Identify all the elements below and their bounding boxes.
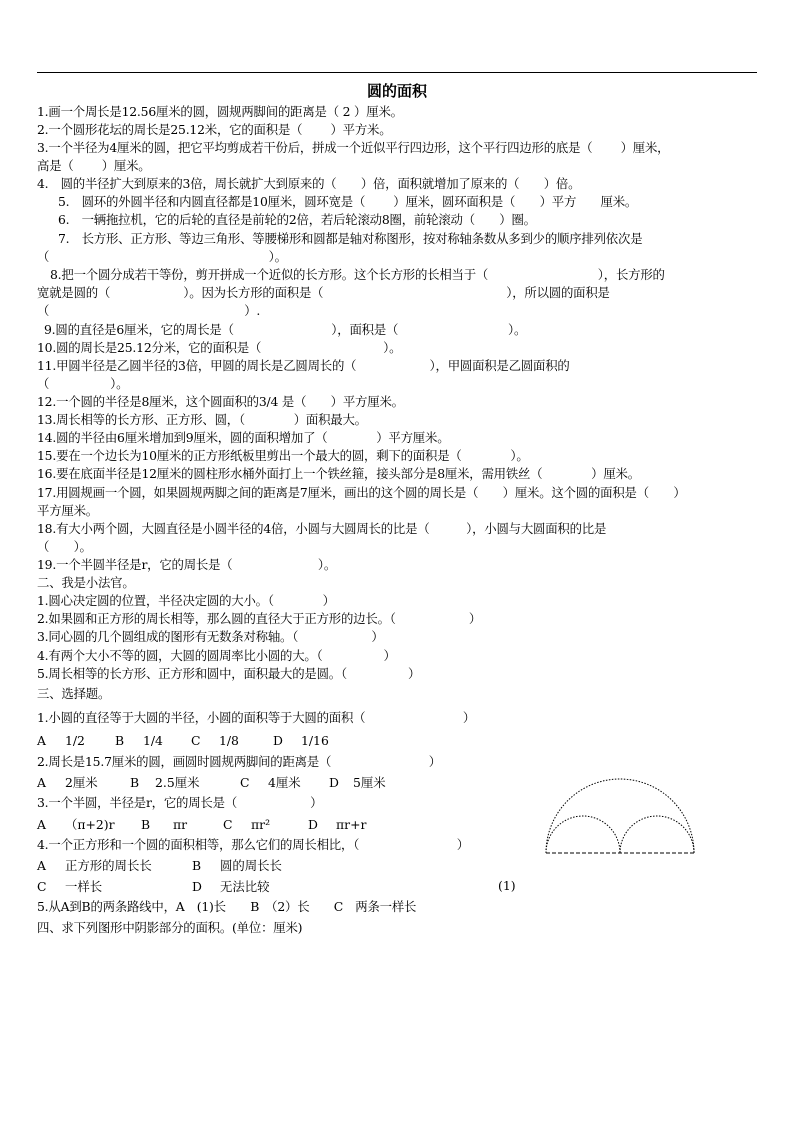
option-letter: C [191,733,201,748]
small-semicircle-arc-right [620,816,694,853]
text-line: 11.甲圆半径是乙圆半径的3倍，甲圆的周长是乙圆周长的（ ），甲圆面积是乙圆面积的 [37,358,570,373]
text-line: 1.圆心决定圆的位置，半径决定圆的大小。（ ） [37,593,335,608]
q4-options-row2 [37,879,417,894]
text-line: 4.一个正方形和一个圆的面积相等，那么它们的周长相比，（ ） [37,837,469,852]
page-title: 圆的面积 [366,82,427,100]
option-text: 正方形的周长长 [65,858,152,873]
option-text: 1/2 [65,733,85,748]
text-line: 13.周长相等的长方形、正方形、圆，（ ）面积最大。 [37,412,367,427]
option-letter: B [115,733,125,748]
text-line: （ ）。 [37,249,287,264]
option-letter: D [273,733,283,748]
small-semicircle-arc-left [546,816,620,853]
text-line: 2.一个圆形花坛的周长是25.12米，它的面积是（ ）平方米。 [37,122,392,137]
option-text: 圆的周长长 [220,858,282,873]
text-line: 3.一个半径为4厘米的圆，把它平均剪成若干份后，拼成一个近似平行四边形，这个平行四边形的底是（ ）厘米， [37,140,670,155]
text-line: 5.从A到B的两条路线中，A (1)长 B （2）长 C 两条一样长 [37,899,417,914]
section-heading: 四、求下列图形中阴影部分的面积。(单位：厘米) [37,920,303,935]
large-semicircle-arc [546,779,694,853]
text-line: 1.小圆的直径等于大圆的半径，小圆的面积等于大圆的面积（ ） [37,710,476,725]
option-letter: A [37,775,46,790]
option-letter: D [308,817,318,832]
text-line: （ ）。 [37,376,129,391]
section-heading: 二、我是小法官。 [37,575,135,590]
option-letter: C [37,879,47,894]
text-line: 14.圆的半径由6厘米增加到9厘米，圆的面积增加了（ ）平方厘米。 [37,430,450,445]
option-text: 5厘米 [353,775,386,790]
text-line: 5.周长相等的长方形、正方形和圆中，面积最大的是圆。（ ） [37,666,421,681]
text-line: 19.一个半圆半径是r，它的周长是（ ）。 [37,557,337,572]
q3-options [37,817,417,832]
text-line: 12.一个圆的半径是8厘米，这个圆面积的3/4 是（ ）平方厘米。 [37,394,404,409]
option-text: πr² [251,817,271,832]
text-line: （ ）. [37,303,261,318]
text-line: 10.圆的周长是25.12分米，它的面积是（ ）。 [37,340,402,355]
text-line: 5. 圆环的外圆半径和内圆直径都是10厘米，圆环宽是（ ）厘米，圆环面积是（ ）平方 厘米。 [58,194,638,209]
text-line: 2.周长是15.7厘米的圆，画圆时圆规两脚间的距离是（ ） [37,754,441,769]
text-line: 4. 圆的半径扩大到原来的3倍，周长就扩大到原来的（ ）倍，面积就增加了原来的（ ）倍。 [37,176,581,191]
text-line: 4.有两个大小不等的圆，大圆的圆周率比小圆的大。（ ） [37,648,396,663]
option-letter: A [37,858,46,873]
option-letter: B [130,775,140,790]
option-letter: B [141,817,151,832]
option-text: 无法比较 [220,879,270,894]
text-line: 1.画一个周长是12.56厘米的圆，圆规两脚间的距离是（ 2 ）厘米。 [37,104,403,119]
option-letter: C [240,775,250,790]
option-text: （π+2)r [65,817,115,832]
option-text: 1/8 [219,733,239,748]
option-letter: B [192,858,202,873]
text-line: 8.把一个圆分成若干等份，剪开拼成一个近似的长方形。这个长方形的长相当于（ ），长方形的 [50,267,665,282]
option-text: 一样长 [65,879,103,894]
text-line: 6. 一辆拖拉机，它的后轮的直径是前轮的2倍，若后轮滚动8圈，前轮滚动（ ）圈。 [58,212,536,227]
option-text: πr+r [336,817,367,832]
text-line: 18.有大小两个圆，大圆直径是小圆半径的4倍，小圆与大圆周长的比是（ ），小圆与大圆面积的比是 [37,521,607,536]
option-letter: A [37,817,46,832]
option-letter: C [223,817,233,832]
text-line: 高是（ ）厘米。 [37,158,151,173]
text-line: 3.同心圆的几个圆组成的图形有无数条对称轴。（ ） [37,629,384,644]
option-text: 2.5厘米 [155,775,200,790]
text-line: 9.圆的直径是6厘米，它的周长是（ ），面积是（ ）。 [44,322,527,337]
section-heading: 三、选择题。 [37,686,111,701]
text-line: 3.一个半圆，半径是r，它的周长是（ ） [37,795,323,810]
header-rule [37,72,757,73]
text-line: 7. 长方形、正方形、等边三角形、等腰梯形和圆都是轴对称图形，按对称轴条数从多到少的顺序排列依次是 [58,231,643,246]
figure-label: (1) [498,878,516,893]
option-letter: A [37,733,46,748]
text-line: 平方厘米。 [37,503,98,518]
semicircle-figure [540,765,700,865]
text-line: 16.要在底面半径是12厘米的圆柱形水桶外面打上一个铁丝箍，接头部分是8厘米，需用铁丝（ ）厘米。 [37,466,640,481]
text-line: 2.如果圆和正方形的周长相等，那么圆的直径大于正方形的边长。（ ） [37,611,482,626]
text-line: 宽就是圆的（ ）。因为长方形的面积是（ ），所以圆的面积是 [37,285,610,300]
text-line: 15.要在一个边长为10厘米的正方形纸板里剪出一个最大的圆，剩下的面积是（ ）。 [37,448,529,463]
text-line: （ ）。 [37,539,92,554]
option-text: 4厘米 [268,775,301,790]
option-letter: D [192,879,202,894]
q1-options [37,733,417,748]
q4-options-row1 [37,858,417,873]
option-text: 1/4 [143,733,163,748]
option-text: 1/16 [301,733,329,748]
option-letter: D [329,775,339,790]
option-text: πr [173,817,188,832]
q2-options [37,775,417,790]
option-text: 2厘米 [65,775,98,790]
text-line: 17.用圆规画一个圆，如果圆规两脚之间的距离是7厘米，画出的这个圆的周长是（ ）厘米。这个圆的面积是（ ） [37,485,686,500]
